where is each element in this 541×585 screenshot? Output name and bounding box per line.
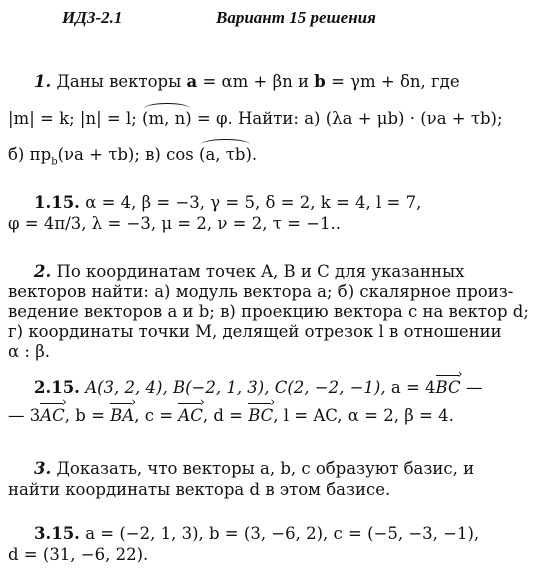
data-2-line-1: 2.15. A(3, 2, 4), B(−2, 1, 3), C(2, −2, −1), a = 4BC › — bbox=[34, 378, 482, 398]
task-2-line-4: г) координаты точки M, делящей отрезок l в отношении bbox=[8, 322, 502, 341]
data-2-line-2: — 3AC ›, b = BA ›, c = AC ›, d = BC ›, l = AC, α = 2, β = 4. bbox=[8, 406, 454, 426]
task-2-line-1: 2. По координатам точек A, B и C для указанных bbox=[34, 262, 465, 281]
vector-ba-arrow: BA › bbox=[110, 406, 134, 426]
task-2-line-3: ведение векторов a и b; в) проекцию вектора c на вектор d; bbox=[8, 302, 529, 321]
data-3-line-1: 3.15. a = (−2, 1, 3), b = (3, −6, 2), c = (−5, −3, −1), bbox=[34, 524, 480, 543]
task-2-line-2: векторов найти: а) модуль вектора a; б) скалярное произ- bbox=[8, 282, 514, 301]
vector-ac-arrow: AC › bbox=[40, 406, 65, 426]
task-1-line-2: |m| = k; |n| = l; (m, n) = φ. Найти: а) (λa + μb) · (νa + τb); bbox=[8, 109, 503, 128]
task-2-line-5: α : β. bbox=[8, 342, 50, 361]
doc-title: ИДЗ-2.1 bbox=[62, 8, 123, 27]
task-3-line-2: найти координаты вектора d в этом базисе. bbox=[8, 480, 391, 499]
task-1-line-1: 1. Даны векторы a = αm + βn и b = γm + δn, где bbox=[34, 72, 460, 91]
angle-ab: (a, τb) bbox=[199, 145, 252, 164]
vector-bc-arrow: BC › bbox=[436, 378, 461, 398]
angle-mn: (m, n) bbox=[142, 109, 192, 128]
vector-bc-arrow-2: BC › bbox=[248, 406, 273, 426]
task-1-line-3: б) $пр_b(\nu a + \tau b)$; в) cos (a, τb). bbox=[8, 145, 258, 168]
data-3-line-2: d = (31, −6, 22). bbox=[8, 545, 149, 564]
data-1-line-1: 1.15. α = 4, β = −3, γ = 5, δ = 2, k = 4, l = 7, bbox=[34, 193, 422, 212]
data-1-line-2: φ = 4π/3, λ = −3, μ = 2, ν = 2, τ = −1.. bbox=[8, 214, 341, 233]
variant-title: Вариант 15 решения bbox=[216, 8, 376, 27]
vector-ac-arrow-2: AC › bbox=[178, 406, 203, 426]
task-3-line-1: 3. Доказать, что векторы a, b, c образуют базис, и bbox=[34, 459, 475, 478]
